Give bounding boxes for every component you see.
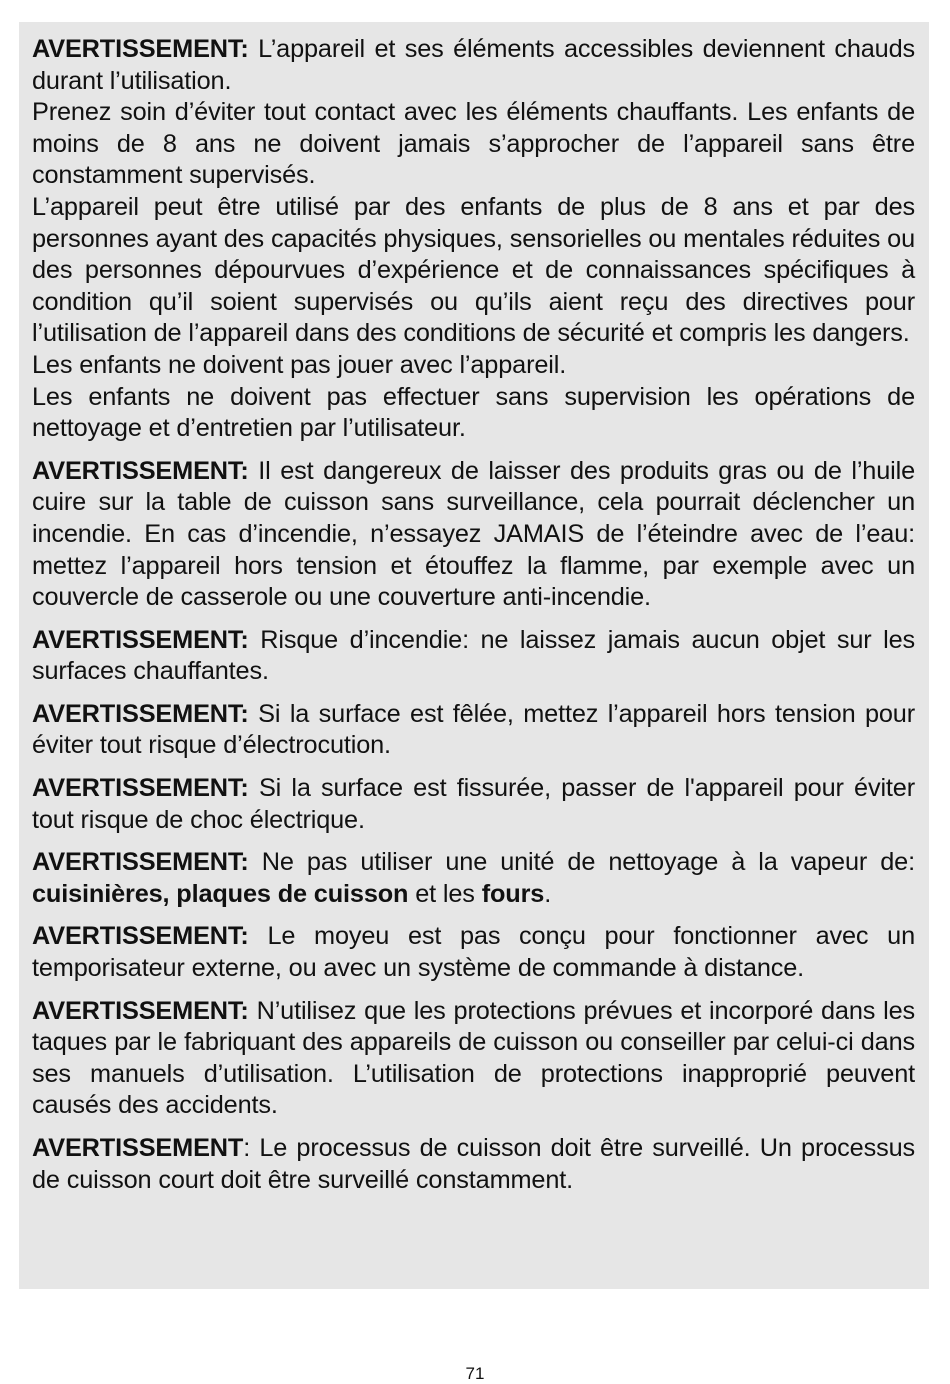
warning-text-no-play: Les enfants ne doivent pas jouer avec l’appareil.	[32, 350, 567, 379]
warning-fissured-surface	[32, 773, 915, 836]
warning-text: : Le processus de cuisson doit être surveillé. Un processus de cuisson court doit être surveillé constamment.	[32, 1134, 915, 1194]
warning-label: AVERTISSEMENT	[32, 1134, 244, 1162]
warning-text: Si la surface est fissurée, passer de l'appareil pour éviter tout risque de choc électrique.	[32, 774, 915, 834]
warning-supervise-cooking	[32, 1133, 915, 1196]
warning-text-children-contact: Prenez soin d’éviter tout contact avec les éléments chauffants. Les enfants de moins de 8 ans ne doivent jamais s’approcher de l’appareil sans être constamment supervisés.	[32, 98, 915, 190]
page-number: 71	[465, 1364, 485, 1383]
warning-label: AVERTISSEMENT:	[32, 922, 249, 951]
warning-emphasis-ovens: fours	[481, 879, 545, 908]
warning-text: Risque d’incendie: ne laissez jamais aucun objet sur les surfaces chauffantes.	[32, 625, 915, 686]
warning-cracked-surface	[32, 699, 915, 762]
warning-text-cleaning: Les enfants ne doivent pas effectuer sans supervision les opérations de nettoyage et d’entretien par l’utilisateur.	[32, 382, 915, 443]
warning-steam-cleaner	[32, 847, 915, 910]
warning-label: AVERTISSEMENT:	[32, 699, 249, 728]
warning-text: et les	[408, 879, 482, 908]
warning-text: Il est dangereux de laisser des produits gras ou de l’huile cuire sur la table de cuisson sans surveillance, cela pourrait déclencher un incendie. En cas d’incendie, n’essayez JAMAIS de l’éteindre avec de l’eau: mettez l’appareil hors tension et étouffez la flamme, par exemple avec un couvercle de casserole ou une couverture anti-incendie.	[32, 456, 915, 612]
warning-label: AVERTISSEMENT:	[32, 35, 249, 63]
warning-emphasis-cooktops: cuisinières, plaques de cuisson	[32, 879, 409, 908]
warning-hot-appliance-intro	[32, 34, 915, 97]
warning-external-timer	[32, 921, 915, 984]
warning-text: Ne pas utiliser une unité de nettoyage à la vapeur de:	[248, 848, 915, 877]
warning-protections	[32, 996, 915, 1122]
warning-label: AVERTISSEMENT:	[32, 456, 249, 485]
warning-fire-objects	[32, 625, 915, 688]
warning-text: .	[544, 879, 552, 908]
warning-fire-oil	[32, 456, 915, 614]
warning-box	[19, 22, 929, 1289]
warning-text: N’utilisez que les protections prévues et incorporé dans les taques par le fabriquant des appareils de cuisson ou conseiller par celui-ci dans ses manuels d’utilisation. L’utilisation de protections inapproprié peuvent causés des accidents.	[32, 996, 915, 1120]
warning-text-supervised-use: L’appareil peut être utilisé par des enfants de plus de 8 ans et par des personnes ayant des capacités physiques, sensorielles ou mentales réduites ou des personnes dépourvues d’expérience et de connaissances spécifiques à condition qu’il soient supervisés ou qu’ils aient reçu des directives pour l’utilisation de l’appareil dans des conditions de sécurité et compris les dangers.	[32, 192, 915, 348]
warning-text: Si la surface est fêlée, mettez l’appareil hors tension pour éviter tout risque d’électrocution.	[32, 699, 915, 760]
warning-hot-appliance	[32, 34, 915, 445]
warning-label: AVERTISSEMENT:	[32, 625, 249, 654]
warning-label: AVERTISSEMENT:	[32, 774, 249, 803]
warning-text: L’appareil et ses éléments accessibles deviennent chauds durant l’utilisation.	[32, 35, 915, 95]
warning-text: Le moyeu est pas conçu pour fonctionner avec un temporisateur externe, ou avec un système de commande à distance.	[32, 922, 915, 983]
warning-label: AVERTISSEMENT:	[32, 848, 249, 877]
warning-label: AVERTISSEMENT:	[32, 996, 249, 1025]
